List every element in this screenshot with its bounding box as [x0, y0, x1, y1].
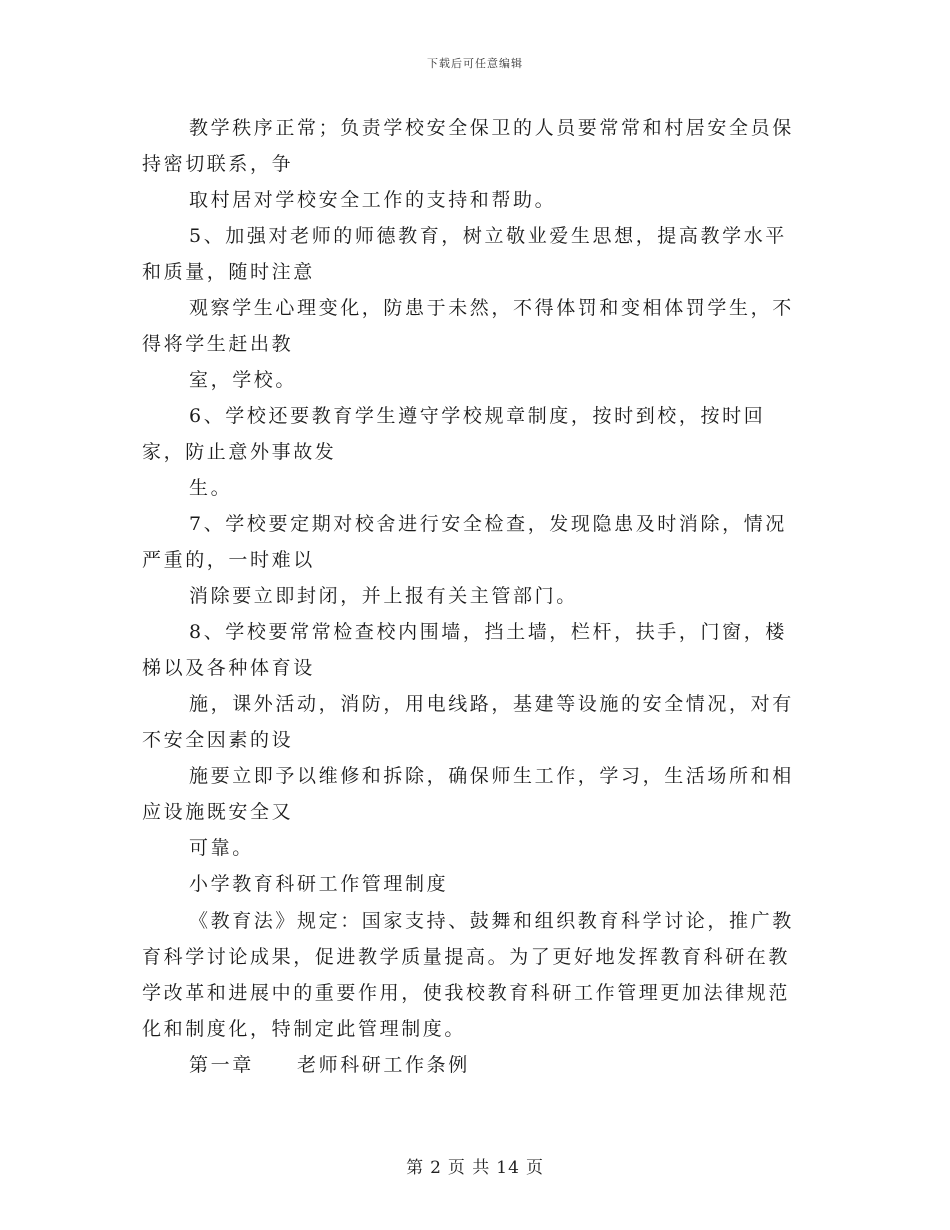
paragraph: 《教育法》规定：国家支持、鼓舞和组织教育科学讨论，推广教育科学讨论成果，促进教学质量提高。为了更好地发挥教育科研在教学改革和进展中的重要作用，使我校教育科研工作管理更加法律规范化和制度化，特制定此管理制度。	[142, 910, 794, 1040]
total-page-count: 14	[496, 1158, 520, 1178]
footer-suffix: 页	[525, 1158, 544, 1178]
paragraph: 8、学校要常常检查校内围墙，挡土墙，栏杆，扶手，门窗，楼梯以及各种体育设	[142, 621, 787, 679]
footer-prefix: 第	[406, 1158, 425, 1178]
paragraph: 施要立即予以维修和拆除，确保师生工作，学习，生活场所和相应设施既安全又	[142, 765, 794, 823]
paragraph: 6、学校还要教育学生遵守学校规章制度，按时到校，按时回家，防止意外事故发	[142, 405, 766, 463]
paragraph: 取村居对学校安全工作的支持和帮助。	[189, 189, 557, 211]
paragraph: 7、学校要定期对校舍进行安全检查，发现隐患及时消除，情况严重的，一时难以	[142, 513, 787, 571]
paragraph: 施，课外活动，消防，用电线路，基建等设施的安全情况，对有不安全因素的设	[142, 693, 794, 751]
chapter-heading: 第一章 老师科研工作条例	[189, 1054, 470, 1076]
paragraph: 生。	[189, 477, 233, 499]
footer-mid: 页 共	[447, 1158, 491, 1178]
paragraph: 教学秩序正常；负责学校安全保卫的人员要常常和村居安全员保持密切联系，争	[142, 117, 794, 175]
paragraph: 消除要立即封闭，并上报有关主管部门。	[189, 585, 578, 607]
paragraph: 室，学校。	[189, 369, 298, 391]
paragraph: 可靠。	[189, 837, 254, 859]
paragraph: 观察学生心理变化，防患于未然，不得体罚和变相体罚学生，不得将学生赶出教	[142, 297, 794, 355]
page-footer	[0, 1153, 950, 1178]
paragraph: 5、加强对老师的师德教育，树立敬业爱生思想，提高教学水平和质量，随时注意	[142, 225, 787, 283]
header-note: 下载后可任意编辑	[427, 57, 523, 70]
section-title: 小学教育科研工作管理制度	[189, 873, 449, 895]
current-page-number: 2	[430, 1158, 442, 1178]
document-body	[142, 110, 808, 1083]
